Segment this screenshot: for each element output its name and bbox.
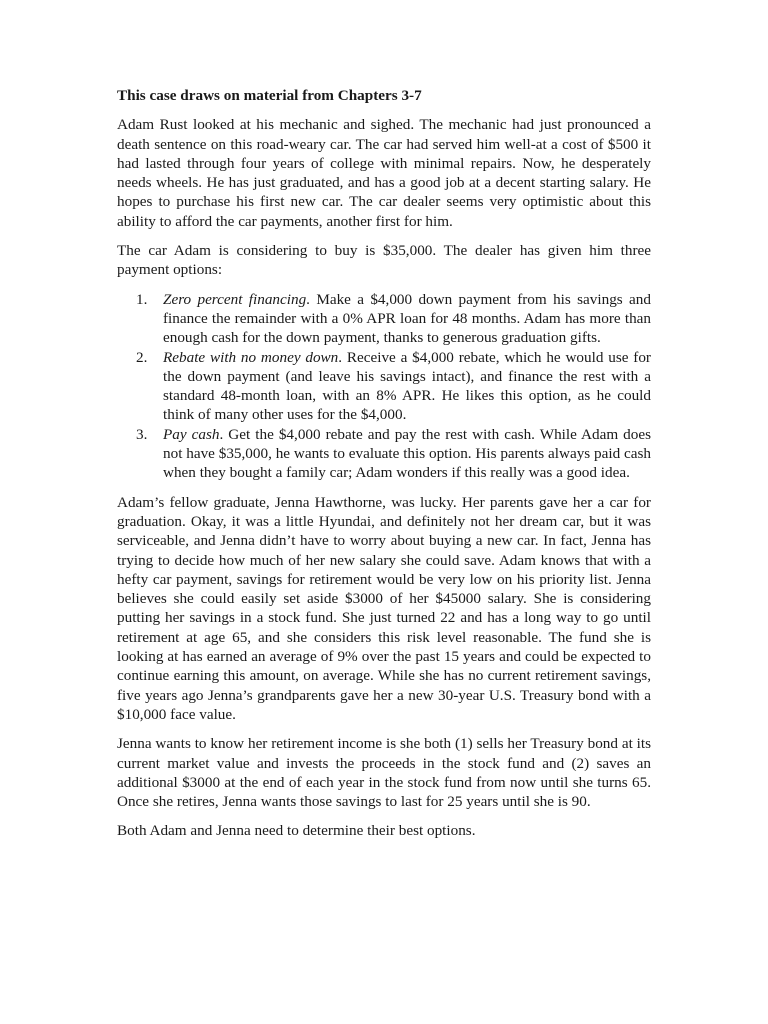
list-item <box>117 290 651 348</box>
list-item <box>117 425 651 483</box>
jenna-paragraph: Adam’s fellow graduate, Jenna Hawthorne, was lucky. Her parents gave her a car for graduation. Okay, it was a little Hyundai, and definitely not her dream car, but it was serviceable, and Jenna didn’t have to worry about buying a new car. In fact, Jenna has trying to decide how much of her new salary she could save. Adam knows that with a hefty car payment, savings for retirement would be very low on his priority list. Jenna believes she could easily set aside $3000 of her $45000 salary. She is considering putting her savings in a stock fund. She just turned 22 and has a long way to go until retirement at age 65, and she considers this risk level reasonable. The fund she is looking at has earned an average of 9% over the past 15 years and could be expected to continue earning this amount, on average. While she has no current retirement savings, five years ago Jenna’s grandparents gave her a new 30-year U.S. Treasury bond with a $10,000 face value. <box>117 493 651 723</box>
jenna-retirement-paragraph: Jenna wants to know her retirement income is she both (1) sells her Treasury bond at its current market value and invests the proceeds in the stock fund and (2) saves an additional $3000 at the end of each year in the stock fund from now until she turns 65. Once she retires, Jenna wants those savings to last for 25 years until she is 90. <box>117 735 651 811</box>
option-title: Rebate with no money down <box>163 348 339 366</box>
closing-paragraph: Both Adam and Jenna need to determine their best options. <box>117 822 476 840</box>
option-text: . Make a $4,000 down payment from his savings and finance the remainder with a 0% APR loan for 48 months. Adam has more than enough cash for the down payment, thanks to generous graduation gifts. <box>163 290 651 347</box>
option-title: Pay cash <box>163 425 220 443</box>
option-text: . Receive a $4,000 rebate, which he would use for the down payment (and leave his savings intact), and finance the rest with a standard 48-month loan, with an 8% APR. He likes this option, as he could think of many other uses for the $4,000. <box>163 348 651 424</box>
payment-options-list <box>117 290 651 483</box>
options-intro-paragraph: The car Adam is considering to buy is $35,000. The dealer has given him three payment options: <box>117 242 651 279</box>
intro-paragraph: Adam Rust looked at his mechanic and sighed. The mechanic had just pronounced a death sentence on this road-weary car. The car had served him well-at a cost of $500 it had lasted through four years of college with minimal repairs. Now, he desperately needs wheels. He has just graduated, and has a good job at a decent starting salary. He hopes to purchase his first new car. The car dealer seems very optimistic about this ability to afford the car payments, another first for him. <box>117 116 651 230</box>
list-item-number: 2. <box>136 348 148 366</box>
option-text: . Get the $4,000 rebate and pay the rest with cash. While Adam does not have $35,000, he wants to evaluate this option. His parents always paid cash when they bought a family car; Adam wonders if this really was a good idea. <box>163 425 652 482</box>
list-item-number: 1. <box>136 290 148 308</box>
list-item <box>117 348 651 425</box>
document-page <box>117 86 651 851</box>
case-heading: This case draws on material from Chapters 3-7 <box>117 87 422 104</box>
option-title: Zero percent financing <box>163 290 307 308</box>
list-item-number: 3. <box>136 425 148 443</box>
